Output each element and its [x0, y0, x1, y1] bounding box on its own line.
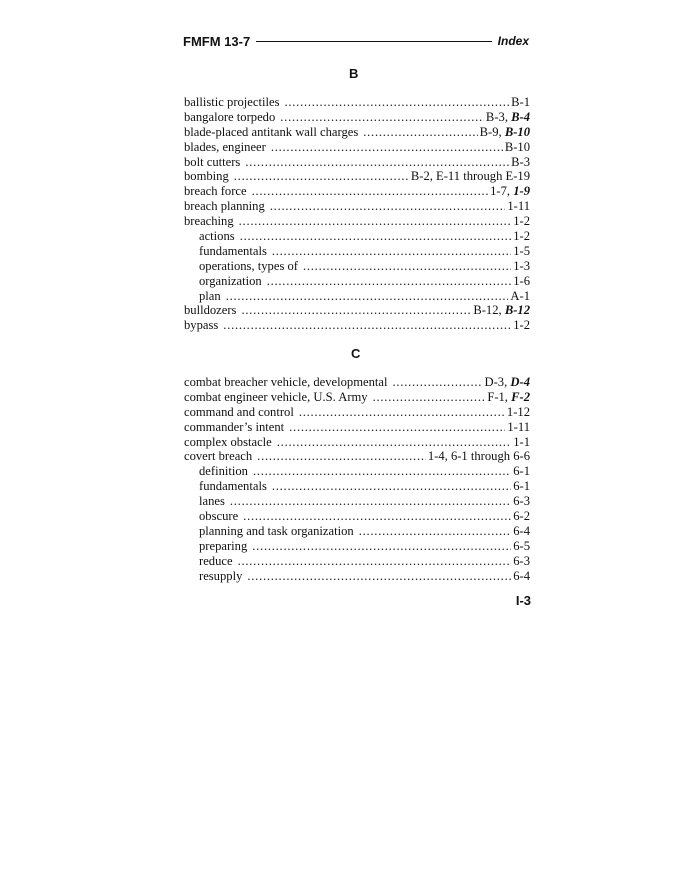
- page-reference: 1-7,: [490, 184, 514, 199]
- dot-leader: [289, 420, 505, 435]
- page-reference: 1-6: [513, 273, 530, 288]
- index-subentry: [184, 274, 530, 289]
- entry-pages: [513, 524, 530, 539]
- page-reference: 6-5: [513, 538, 530, 553]
- dot-leader: [238, 554, 512, 569]
- entry-term: organization: [199, 273, 262, 288]
- page-reference: 1-11: [507, 419, 530, 434]
- index-entry: [184, 184, 530, 199]
- entry-term: covert breach: [184, 449, 253, 464]
- entry-pages: [513, 479, 530, 494]
- entry-pages: [411, 169, 530, 184]
- index-subentry: [184, 554, 530, 569]
- entry-pages: [485, 375, 530, 390]
- dot-leader: [247, 569, 511, 584]
- entry-term: reduce: [199, 553, 233, 568]
- entry-pages: [513, 464, 530, 479]
- entry-term: resupply: [199, 568, 243, 583]
- page-reference: 1-2: [513, 214, 530, 229]
- entry-term: obscure: [199, 509, 239, 524]
- page-reference: B-10: [504, 139, 530, 154]
- entry-pages: [505, 140, 530, 155]
- primary-page-reference: D-4: [510, 375, 530, 389]
- page-reference: B-3: [511, 154, 530, 169]
- entry-term: blade-placed antitank wall charges: [184, 124, 359, 139]
- dot-leader: [267, 274, 511, 289]
- entry-pages: [490, 184, 530, 199]
- dot-leader: [243, 509, 511, 524]
- index-entry: [184, 214, 530, 229]
- dot-leader: [272, 244, 511, 259]
- entry-term: actions: [199, 229, 235, 244]
- primary-page-reference: 1-9: [513, 184, 530, 199]
- dot-leader: [277, 435, 511, 450]
- dot-leader: [245, 155, 509, 170]
- dot-leader: [363, 125, 477, 140]
- dot-leader: [240, 229, 512, 244]
- index-entry: [184, 303, 530, 318]
- running-header: [183, 33, 529, 49]
- entry-pages: [511, 95, 530, 110]
- index-entry: [184, 155, 530, 170]
- entry-pages: [513, 539, 530, 554]
- page-reference: 1-11: [507, 199, 530, 214]
- page-reference: 6-4: [513, 568, 530, 583]
- index-subentry: [184, 524, 530, 539]
- primary-page-reference: B-12: [504, 303, 530, 318]
- entry-term: breaching: [184, 214, 234, 229]
- page-reference: 6-3: [513, 553, 530, 568]
- entry-pages: [513, 554, 530, 569]
- entry-pages: [473, 303, 530, 318]
- dot-leader: [284, 95, 509, 110]
- page-reference: 1-3: [513, 258, 530, 273]
- page-reference: 6-3: [513, 494, 530, 509]
- dot-leader: [303, 259, 511, 274]
- index-entry: [184, 405, 530, 420]
- entry-pages: [513, 229, 530, 244]
- index-subentry: [184, 244, 530, 259]
- page-reference: B-12,: [473, 303, 505, 318]
- entry-term: bulldozers: [184, 303, 237, 318]
- index-subentry: [184, 464, 530, 479]
- index-entry: [184, 420, 530, 435]
- entry-term: preparing: [199, 538, 248, 553]
- dot-leader: [230, 494, 511, 509]
- page-reference: 6-1: [513, 479, 530, 494]
- entry-pages: [507, 420, 530, 435]
- dot-leader: [280, 110, 484, 125]
- page-reference: F-1,: [487, 389, 512, 404]
- index-entry: [184, 449, 530, 464]
- index-subentry: [184, 509, 530, 524]
- index-subentry: [184, 494, 530, 509]
- entry-pages: [487, 390, 530, 405]
- page-reference: 6-2: [513, 509, 530, 524]
- dot-leader: [359, 524, 511, 539]
- dot-leader: [239, 214, 512, 229]
- entry-term: definition: [199, 464, 248, 479]
- entry-pages: [513, 509, 530, 524]
- entry-term: ballistic projectiles: [184, 95, 280, 109]
- page-reference: A-1: [510, 288, 530, 303]
- entry-pages: [513, 214, 530, 229]
- entry-term: combat engineer vehicle, U.S. Army: [184, 389, 368, 404]
- dot-leader: [393, 375, 483, 390]
- entry-term: bolt cutters: [184, 154, 241, 169]
- entry-pages: [486, 110, 530, 125]
- page-reference: B-3,: [485, 109, 512, 124]
- dot-leader: [373, 390, 486, 405]
- index-subentry: [184, 289, 530, 304]
- index-entry: [184, 318, 530, 333]
- page-reference: 1-12: [506, 404, 530, 419]
- page-reference: 1-4, 6-1 through 6-6: [427, 449, 530, 464]
- entry-pages: [507, 199, 530, 214]
- dot-leader: [252, 184, 489, 199]
- dot-leader: [272, 479, 511, 494]
- index-subentry: [184, 569, 530, 584]
- dot-leader: [241, 303, 471, 318]
- entry-pages: [511, 155, 530, 170]
- dot-leader: [257, 449, 426, 464]
- entry-term: fundamentals: [199, 479, 267, 494]
- entry-pages: [480, 125, 530, 140]
- page-reference: 1-2: [513, 229, 530, 244]
- primary-page-reference: B-4: [511, 109, 530, 124]
- index-list-c: [184, 375, 530, 583]
- entry-term: operations, types of: [199, 258, 298, 273]
- entry-pages: [513, 569, 530, 584]
- entry-pages: [513, 318, 530, 333]
- entry-term: bangalore torpedo: [184, 109, 276, 124]
- page-reference: 1-5: [513, 243, 530, 258]
- page-reference: B-2, E-11 through E-19: [410, 169, 530, 184]
- index-entry: [184, 125, 530, 140]
- primary-page-reference: F-2: [511, 389, 530, 404]
- dot-leader: [234, 169, 409, 184]
- index-entry: [184, 435, 530, 450]
- index-entry: [184, 95, 530, 110]
- entry-term: planning and task organization: [199, 523, 354, 538]
- entry-pages: [507, 405, 530, 420]
- dot-leader: [252, 539, 511, 554]
- index-subentry: [184, 539, 530, 554]
- section-letter-c: C: [351, 346, 361, 361]
- section-letter-b: B: [349, 66, 359, 81]
- index-list-b: [184, 95, 530, 333]
- primary-page-reference: B-10: [504, 124, 530, 139]
- page-reference: 6-1: [513, 464, 530, 479]
- dot-leader: [253, 464, 511, 479]
- entry-pages: [513, 494, 530, 509]
- page-reference: B-1: [511, 95, 530, 109]
- index-entry: [184, 140, 530, 155]
- entry-pages: [513, 435, 530, 450]
- entry-term: commander’s intent: [184, 419, 285, 434]
- entry-term: complex obstacle: [184, 434, 272, 449]
- dot-leader: [223, 318, 511, 333]
- index-entry: [184, 110, 530, 125]
- page-reference: 6-4: [513, 523, 530, 538]
- entry-pages: [513, 274, 530, 289]
- entry-pages: [428, 449, 530, 464]
- section-title: Index: [497, 34, 529, 48]
- entry-term: fundamentals: [199, 243, 267, 258]
- dot-leader: [226, 289, 509, 304]
- index-entry: [184, 375, 530, 390]
- dot-leader: [299, 405, 505, 420]
- dot-leader: [270, 199, 506, 214]
- entry-pages: [510, 289, 530, 304]
- index-subentry: [184, 259, 530, 274]
- index-entry: [184, 199, 530, 214]
- entry-term: lanes: [199, 494, 225, 509]
- index-entry: [184, 169, 530, 184]
- page-reference: 1-2: [513, 318, 530, 333]
- index-subentry: [184, 479, 530, 494]
- page-number: I-3: [515, 593, 531, 608]
- entry-pages: [513, 244, 530, 259]
- entry-term: bombing: [184, 169, 229, 184]
- entry-term: bypass: [184, 318, 219, 333]
- entry-term: combat breacher vehicle, developmental: [184, 375, 388, 389]
- entry-pages: [513, 259, 530, 274]
- header-rule: [256, 41, 491, 42]
- index-entry: [184, 390, 530, 405]
- entry-term: breach force: [184, 184, 247, 199]
- page-reference: 1-1: [513, 434, 530, 449]
- page-reference: D-3,: [484, 375, 511, 389]
- publication-number: FMFM 13-7: [183, 33, 251, 49]
- entry-term: blades, engineer: [184, 139, 266, 154]
- entry-term: command and control: [184, 404, 294, 419]
- dot-leader: [271, 140, 503, 155]
- entry-term: breach planning: [184, 199, 265, 214]
- entry-term: plan: [199, 288, 221, 303]
- page-reference: B-9,: [479, 124, 505, 139]
- index-subentry: [184, 229, 530, 244]
